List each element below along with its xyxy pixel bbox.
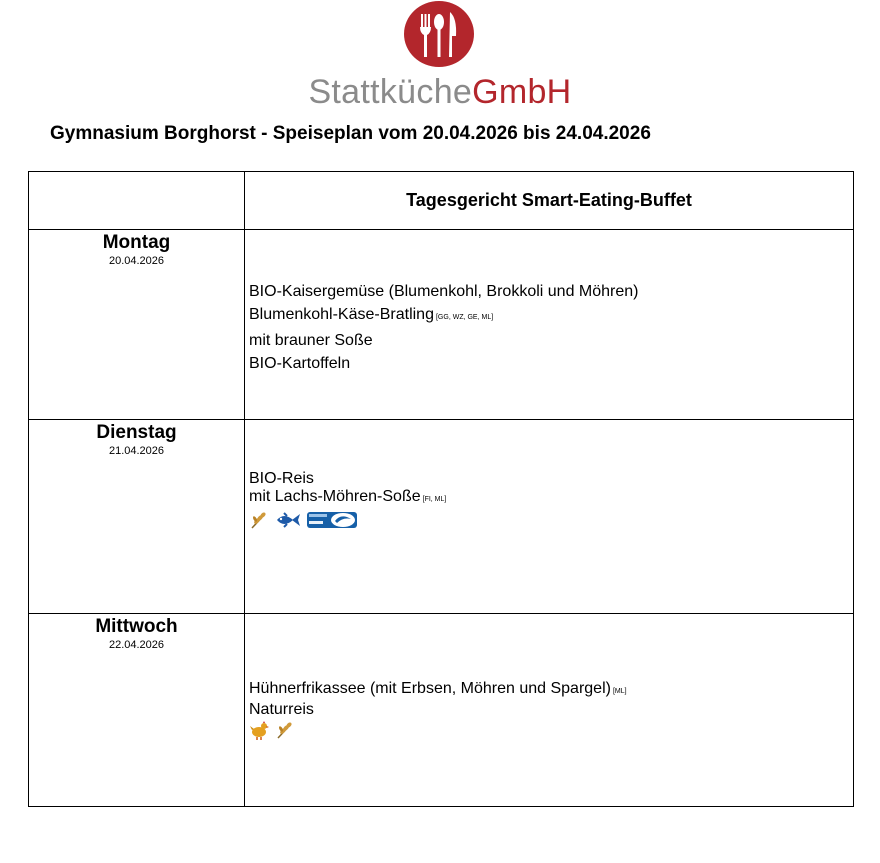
page-title: Gymnasium Borghorst - Speiseplan vom 20.04.2026 bis 24.04.2026 [50,123,651,144]
dish-icons [249,510,853,530]
allergen-codes: [FI, ML] [422,496,447,503]
dish-list [249,280,853,375]
dish-line: BIO-Kaisergemüse (Blumenkohl, Brokkoli und Möhren) [249,283,639,300]
day-cell [29,230,245,420]
dish-line: mit brauner Soße [249,332,373,349]
chicken-icon [249,720,269,740]
dish-cell [245,230,854,420]
dish-line: BIO-Reis [249,470,314,487]
day-name: Mittwoch [95,616,178,637]
fish-icon [275,511,301,529]
brand-name-part1: Stattküche [308,73,473,111]
day-date: 22.04.2026 [108,639,165,651]
table-row [29,614,854,807]
dish-line: mit Lachs-Möhren-Soße [FI, ML] [249,488,447,505]
table-row [29,420,854,614]
header-dish-column: Tagesgericht Smart-Eating-Buffet [245,172,854,230]
brand-name-part2: GmbH [472,73,572,111]
dish-list [249,470,853,530]
day-name: Montag [102,232,171,253]
day-name: Dienstag [96,422,177,443]
table-row [29,230,854,420]
table-header-row [29,172,854,230]
dish-line: Blumenkohl-Käse-Bratling [GG, WZ, GE, ML] [249,306,494,323]
menu-table [28,171,854,807]
dish-icons [249,720,853,740]
dish-line: Hühnerfrikassee (mit Erbsen, Möhren und Spargel) [ML] [249,680,627,697]
day-date: 21.04.2026 [108,445,165,457]
header-day-column [29,172,245,230]
dish-line: BIO-Kartoffeln [249,355,351,372]
allergen-codes: [ML] [612,688,627,695]
day-cell [29,614,245,807]
grain-icon [275,720,295,740]
day-date: 20.04.2026 [108,255,165,267]
day-cell [29,420,245,614]
dish-list [249,680,853,740]
dish-line: Naturreis [249,701,314,718]
allergen-codes: [GG, WZ, GE, ML] [435,314,494,321]
grain-icon [249,510,269,530]
brand-name [0,72,880,112]
dish-cell [245,420,854,614]
logo-icon [403,0,475,68]
msc-label-icon [307,511,357,529]
dish-cell [245,614,854,807]
